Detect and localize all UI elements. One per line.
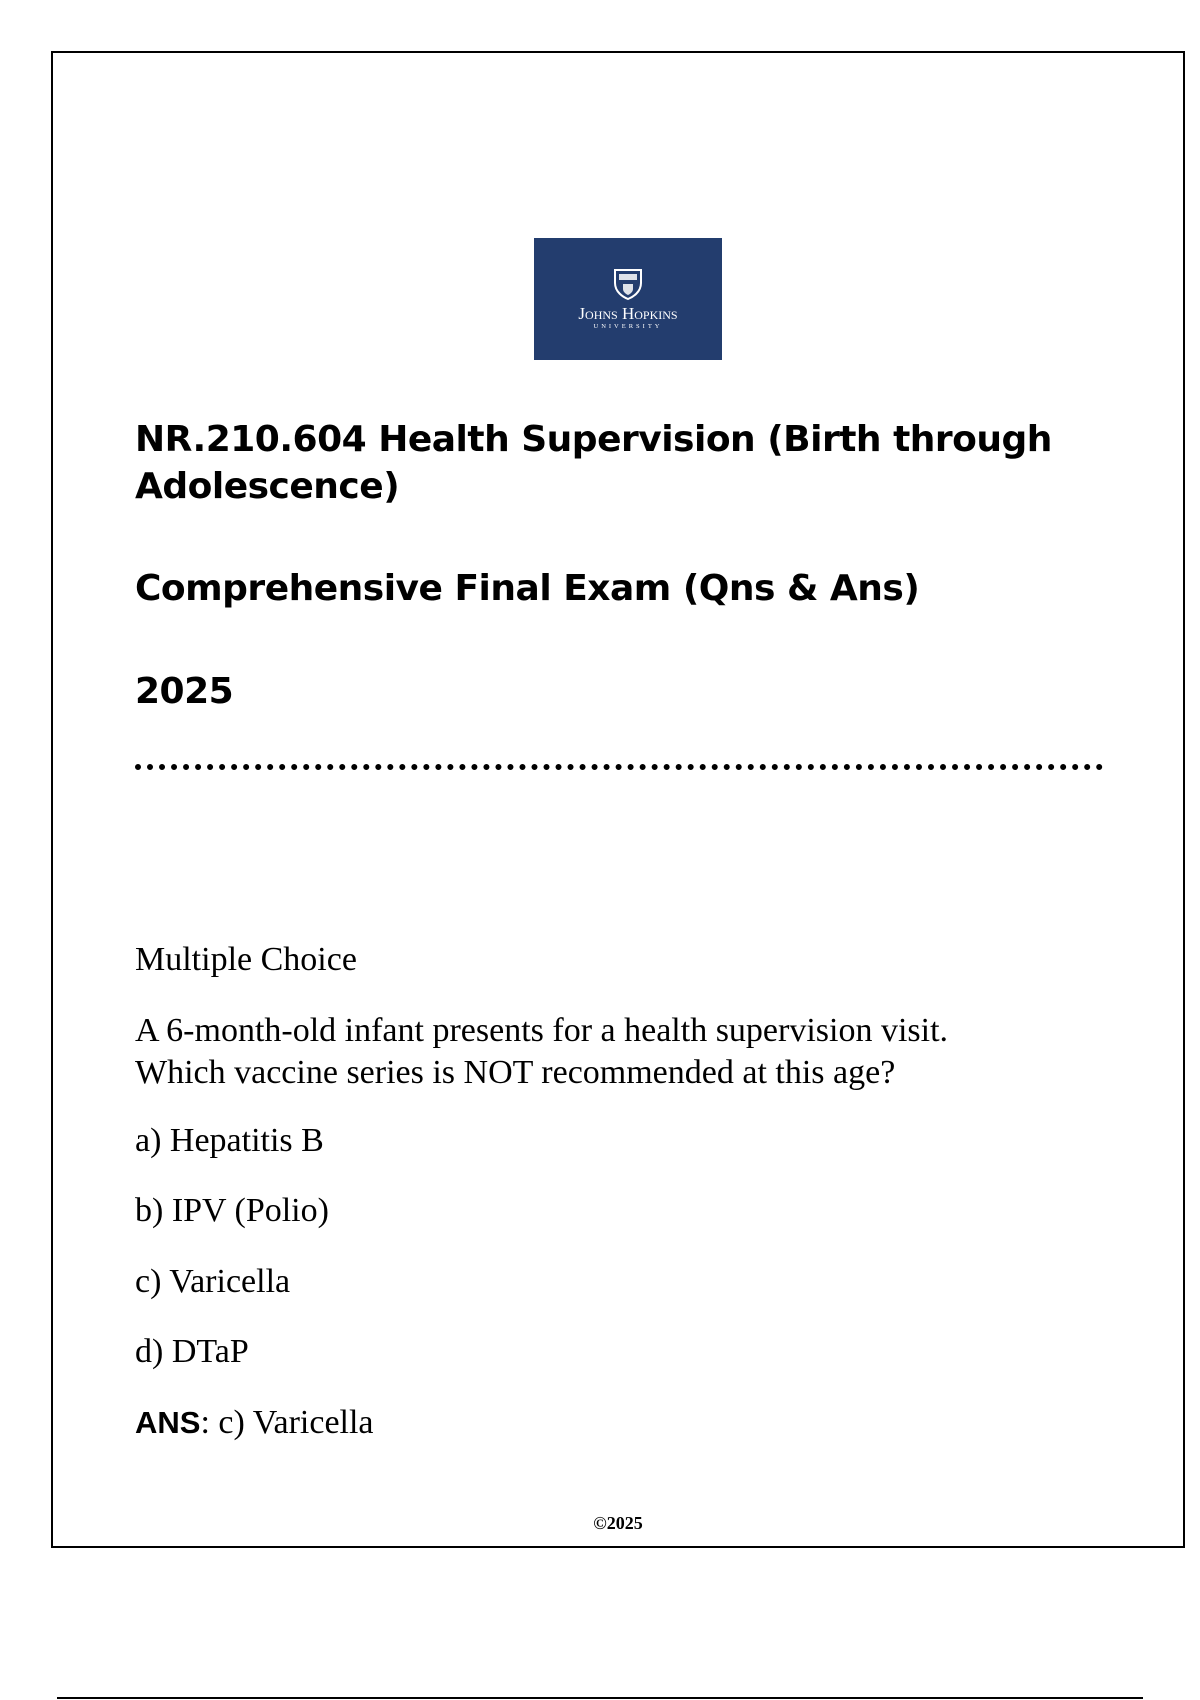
section-label: Multiple Choice [135,941,357,978]
answer-label: ANS [135,1405,201,1440]
logo-subtitle: UNIVERSITY [593,323,663,331]
copyright-notice: ©2025 [593,1513,643,1533]
option-d: d) DTaP [135,1333,249,1370]
dotted-divider [135,764,1103,770]
answer-line [135,1402,374,1444]
exam-title: Comprehensive Final Exam (Qns & Ans) [135,568,920,609]
shield-icon [611,267,645,301]
option-c: c) Varicella [135,1263,291,1300]
exam-year: 2025 [135,671,234,712]
answer-separator: : [200,1404,210,1441]
course-title: NR.210.604 Health Supervision (Birth through Adolescence) [135,419,1052,507]
bottom-rule [57,1697,1143,1699]
university-logo [534,238,722,360]
question-text [135,1010,1035,1094]
logo-name: Johns Hopkins [578,304,678,324]
option-a: a) Hepatitis B [135,1122,324,1159]
question-body: A 6-month-old infant presents for a health supervision visit. Which vaccine series is NOT recommended at this age? [135,1012,949,1091]
option-b: b) IPV (Polio) [135,1192,329,1229]
answer-text: c) Varicella [218,1404,374,1441]
